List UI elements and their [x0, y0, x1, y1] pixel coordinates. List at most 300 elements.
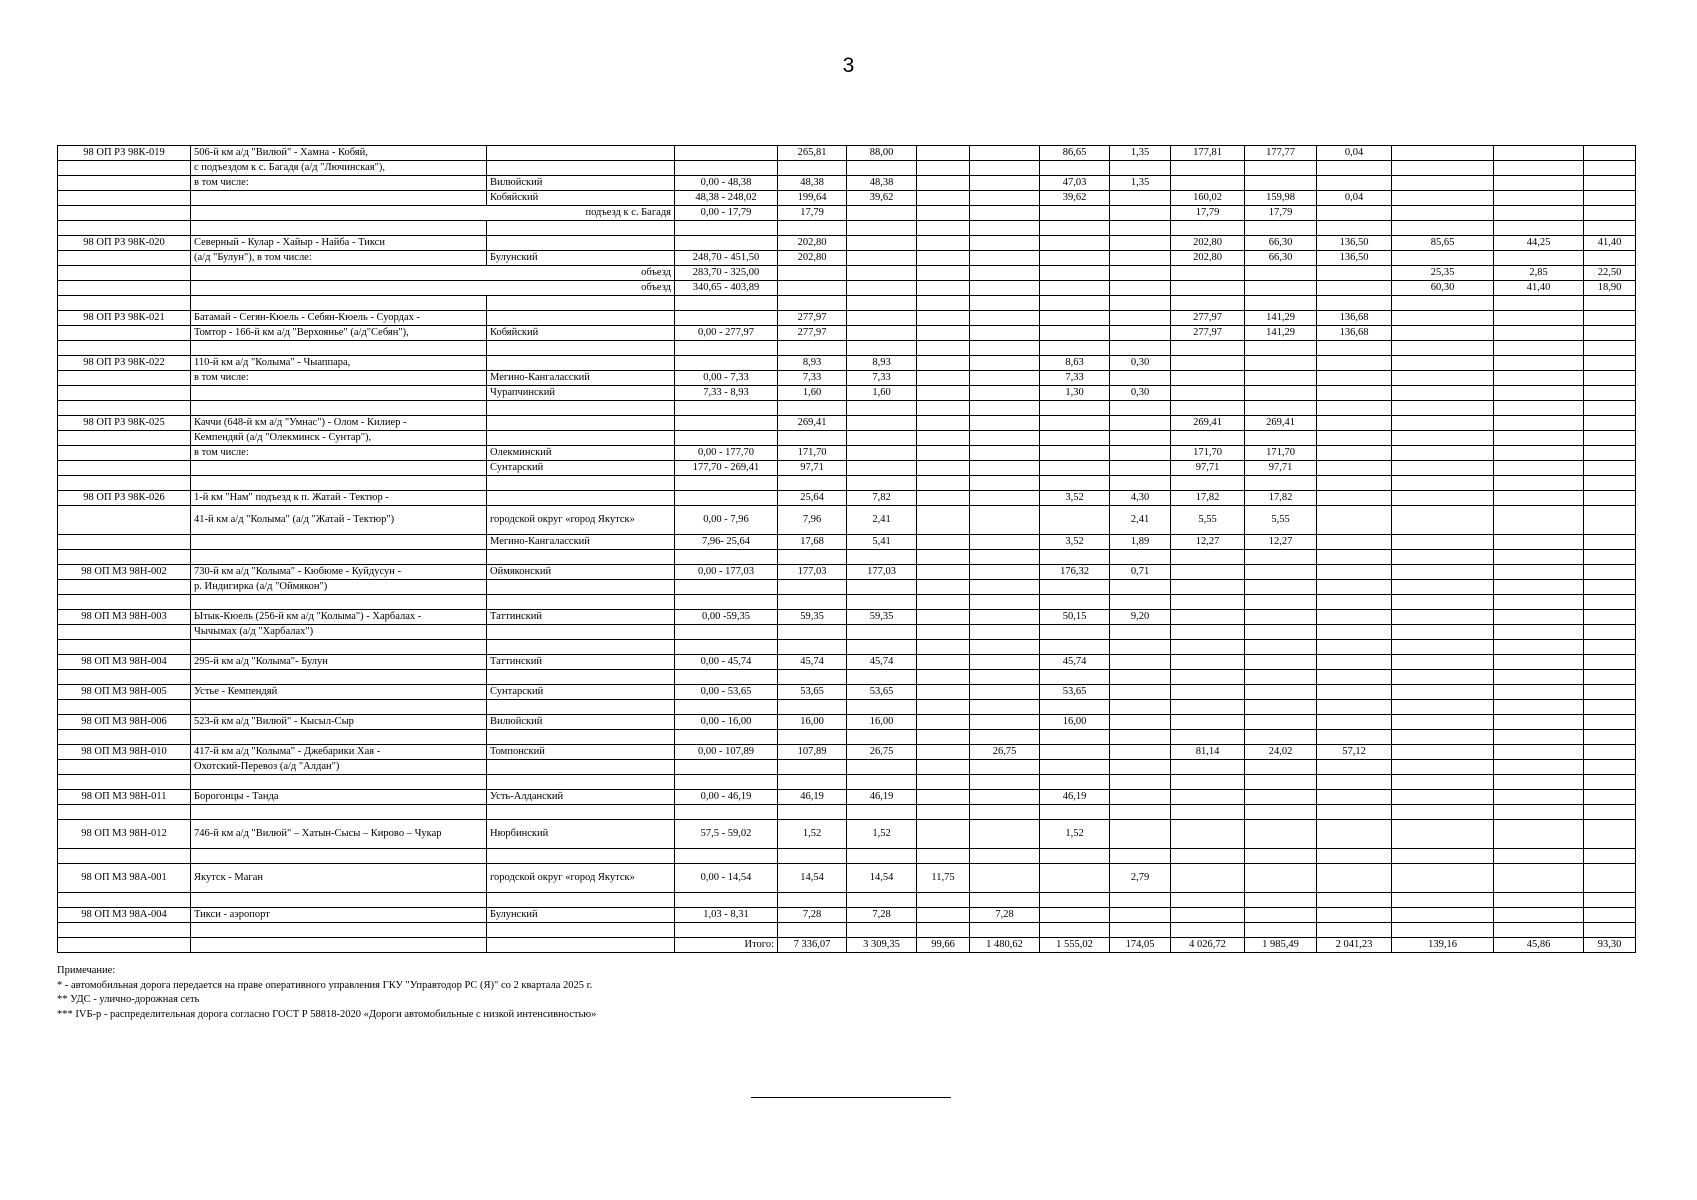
cell-col-10	[1171, 610, 1245, 625]
cell-col-5: 5,41	[847, 535, 917, 550]
cell-col-7	[970, 790, 1040, 805]
cell-col-14	[1494, 326, 1584, 341]
cell-col-13	[1392, 760, 1494, 775]
cell-road-name	[191, 730, 487, 745]
cell-col-5	[847, 595, 917, 610]
cell-road-id	[58, 476, 191, 491]
cell-col-5	[847, 730, 917, 745]
cell-km-range: 48,38 - 248,02	[675, 191, 778, 206]
cell-col-11: 159,98	[1245, 191, 1317, 206]
table-row	[58, 326, 1636, 341]
cell-col-12	[1317, 790, 1392, 805]
cell-col-14	[1494, 550, 1584, 565]
cell-total-length: 171,70	[778, 446, 847, 461]
cell-col-8: 45,74	[1040, 655, 1110, 670]
cell-col-7	[970, 864, 1040, 893]
cell-col-7	[970, 176, 1040, 191]
cell-col-10	[1171, 760, 1245, 775]
cell-km-range: 0,00 - 14,54	[675, 864, 778, 893]
cell-col-15	[1584, 446, 1636, 461]
cell-col-9: 0,30	[1110, 386, 1171, 401]
cell-col-11	[1245, 386, 1317, 401]
cell-col-5	[847, 251, 917, 266]
cell-road-id: 98 ОП МЗ 98А-001	[58, 864, 191, 893]
cell-district: Нюрбинский	[487, 820, 675, 849]
cell-col-9	[1110, 461, 1171, 476]
cell-col-7	[970, 461, 1040, 476]
cell-road-id: 98 ОП РЗ 98К-025	[58, 416, 191, 431]
table-row	[58, 820, 1636, 849]
cell-km-range	[675, 431, 778, 446]
cell-road-id	[58, 386, 191, 401]
cell-km-range	[675, 221, 778, 236]
cell-col-12	[1317, 610, 1392, 625]
cell-road-name: 41-й км а/д "Колыма" (а/д "Жатай - Тектюр")	[191, 506, 487, 535]
cell-col-6	[917, 341, 970, 356]
cell-col-13	[1392, 640, 1494, 655]
cell-col-5	[847, 221, 917, 236]
cell-road-id	[58, 506, 191, 535]
cell-road-name	[191, 401, 487, 416]
cell-col-6	[917, 296, 970, 311]
cell-col-14: 2,85	[1494, 266, 1584, 281]
cell-total-length: 7,33	[778, 371, 847, 386]
cell-col-8: 7,33	[1040, 371, 1110, 386]
cell-col-5: 14,54	[847, 864, 917, 893]
cell-road-name: 1-й км "Нам" подъезд к п. Жатай - Тектюр -	[191, 491, 487, 506]
cell-col-13	[1392, 745, 1494, 760]
cell-col-8	[1040, 446, 1110, 461]
cell-road-id	[58, 640, 191, 655]
cell-road-name: в том числе:	[191, 176, 487, 191]
cell-col-8: 39,62	[1040, 191, 1110, 206]
cell-col-5	[847, 401, 917, 416]
cell-col-11: 5,55	[1245, 506, 1317, 535]
cell-col-13	[1392, 715, 1494, 730]
cell-total-length	[778, 849, 847, 864]
cell-km-range	[675, 625, 778, 640]
cell-col-15	[1584, 893, 1636, 908]
cell-col-11	[1245, 610, 1317, 625]
cell-col-10	[1171, 401, 1245, 416]
table-row	[58, 191, 1636, 206]
cell-col-14	[1494, 595, 1584, 610]
cell-col-10	[1171, 625, 1245, 640]
table-row	[58, 923, 1636, 938]
cell-col-7	[970, 491, 1040, 506]
cell-col-13	[1392, 401, 1494, 416]
cell-col-5	[847, 326, 917, 341]
cell-col-11: 12,27	[1245, 535, 1317, 550]
cell-total-length: 107,89	[778, 745, 847, 760]
cell-km-range	[675, 311, 778, 326]
cell-col-8: 1,52	[1040, 820, 1110, 849]
cell-col-11	[1245, 580, 1317, 595]
table-row	[58, 730, 1636, 745]
cell-col-12	[1317, 535, 1392, 550]
cell-total-length: 177,03	[778, 565, 847, 580]
cell-col-13	[1392, 146, 1494, 161]
cell-col-15	[1584, 386, 1636, 401]
note-item: *** IVБ-р - распределительная дорога согласно ГОСТ Р 58818-2020 «Дороги автомобильные с низкой интенсивностью»	[57, 1008, 597, 1020]
cell-col-5	[847, 311, 917, 326]
cell-col-6	[917, 326, 970, 341]
cell-col-11: 141,29	[1245, 311, 1317, 326]
cell-col-8	[1040, 326, 1110, 341]
cell-col-6	[917, 805, 970, 820]
table-row	[58, 685, 1636, 700]
cell-col-9	[1110, 760, 1171, 775]
cell-col-15	[1584, 923, 1636, 938]
cell-col-11	[1245, 685, 1317, 700]
cell-col-12	[1317, 595, 1392, 610]
cell-district	[487, 923, 675, 938]
cell-col-13	[1392, 386, 1494, 401]
cell-col-9	[1110, 923, 1171, 938]
cell-total-length	[778, 775, 847, 790]
cell-col-13	[1392, 790, 1494, 805]
cell-col-10: 202,80	[1171, 251, 1245, 266]
cell-total-length: 8,93	[778, 356, 847, 371]
cell-col-9	[1110, 251, 1171, 266]
table-row	[58, 565, 1636, 580]
cell-col-12	[1317, 476, 1392, 491]
cell-col-13	[1392, 191, 1494, 206]
cell-district	[487, 730, 675, 745]
table-row	[58, 356, 1636, 371]
cell-col-10	[1171, 670, 1245, 685]
cell-col-7	[970, 206, 1040, 221]
cell-col-9	[1110, 580, 1171, 595]
cell-col-5: 8,93	[847, 356, 917, 371]
cell-col-10	[1171, 908, 1245, 923]
cell-km-range: 0,00 -59,35	[675, 610, 778, 625]
cell-road-id: 98 ОП МЗ 98Н-011	[58, 790, 191, 805]
cell-col-7	[970, 820, 1040, 849]
cell-district	[487, 805, 675, 820]
cell-col-15	[1584, 864, 1636, 893]
cell-col-8	[1040, 431, 1110, 446]
cell-col-7	[970, 700, 1040, 715]
cell-col-5: 177,03	[847, 565, 917, 580]
cell-road-name: 523-й км а/д "Вилюй" - Кысыл-Сыр	[191, 715, 487, 730]
cell-col-10	[1171, 820, 1245, 849]
cell-col-5	[847, 161, 917, 176]
cell-col-10: 160,02	[1171, 191, 1245, 206]
cell-road-name	[191, 341, 487, 356]
cell-col-14	[1494, 655, 1584, 670]
cell-col-7	[970, 446, 1040, 461]
cell-road-name: с подъездом к с. Багадя (а/д "Лючинская"),	[191, 161, 487, 176]
cell-col-12: 2 041,23	[1317, 938, 1392, 953]
cell-col-5	[847, 266, 917, 281]
cell-col-11: 66,30	[1245, 251, 1317, 266]
cell-road-id	[58, 893, 191, 908]
table-row	[58, 476, 1636, 491]
cell-col-7	[970, 281, 1040, 296]
cell-col-6	[917, 700, 970, 715]
cell-col-14	[1494, 206, 1584, 221]
table-row	[58, 221, 1636, 236]
cell-col-8	[1040, 760, 1110, 775]
cell-col-14	[1494, 625, 1584, 640]
cell-district	[487, 550, 675, 565]
cell-district	[487, 580, 675, 595]
cell-road-name	[191, 700, 487, 715]
cell-col-13	[1392, 326, 1494, 341]
cell-col-11	[1245, 176, 1317, 191]
cell-road-id	[58, 625, 191, 640]
cell-col-10: 177,81	[1171, 146, 1245, 161]
cell-km-range	[675, 550, 778, 565]
cell-col-15	[1584, 461, 1636, 476]
cell-col-8: 47,03	[1040, 176, 1110, 191]
cell-road-id	[58, 580, 191, 595]
cell-road-id: 98 ОП МЗ 98А-004	[58, 908, 191, 923]
table-row	[58, 461, 1636, 476]
cell-col-9	[1110, 161, 1171, 176]
cell-col-12	[1317, 416, 1392, 431]
cell-col-6	[917, 266, 970, 281]
cell-col-11	[1245, 923, 1317, 938]
cell-col-14	[1494, 805, 1584, 820]
cell-col-14	[1494, 849, 1584, 864]
cell-col-14	[1494, 476, 1584, 491]
cell-km-range	[675, 670, 778, 685]
cell-col-15	[1584, 760, 1636, 775]
cell-col-9: 0,71	[1110, 565, 1171, 580]
cell-col-13	[1392, 595, 1494, 610]
cell-road-id	[58, 161, 191, 176]
cell-col-15	[1584, 908, 1636, 923]
cell-road-id: 98 ОП РЗ 98К-019	[58, 146, 191, 161]
cell-col-10: 202,80	[1171, 236, 1245, 251]
cell-col-10	[1171, 640, 1245, 655]
cell-col-14	[1494, 491, 1584, 506]
cell-district: Таттинский	[487, 610, 675, 625]
cell-col-8: 50,15	[1040, 610, 1110, 625]
cell-col-9	[1110, 790, 1171, 805]
cell-col-6	[917, 356, 970, 371]
cell-col-14	[1494, 356, 1584, 371]
cell-col-9: 2,79	[1110, 864, 1171, 893]
cell-road-id	[58, 775, 191, 790]
cell-col-5	[847, 849, 917, 864]
cell-col-11	[1245, 805, 1317, 820]
cell-col-15	[1584, 371, 1636, 386]
cell-col-6	[917, 655, 970, 670]
cell-col-7	[970, 535, 1040, 550]
cell-col-9	[1110, 236, 1171, 251]
table-row	[58, 146, 1636, 161]
cell-col-5	[847, 206, 917, 221]
cell-road-name: 295-й км а/д "Колыма"- Булун	[191, 655, 487, 670]
cell-road-id	[58, 191, 191, 206]
cell-col-14	[1494, 191, 1584, 206]
cell-col-12	[1317, 908, 1392, 923]
cell-col-12	[1317, 640, 1392, 655]
cell-col-11	[1245, 760, 1317, 775]
cell-col-14	[1494, 790, 1584, 805]
cell-road-id	[58, 938, 191, 953]
cell-col-14	[1494, 341, 1584, 356]
table-row	[58, 266, 1636, 281]
cell-total-length	[778, 281, 847, 296]
cell-col-10: 5,55	[1171, 506, 1245, 535]
cell-total-length: 25,64	[778, 491, 847, 506]
cell-col-10	[1171, 715, 1245, 730]
cell-col-9: 1,35	[1110, 176, 1171, 191]
cell-col-12: 136,68	[1317, 311, 1392, 326]
cell-col-5: 7,28	[847, 908, 917, 923]
cell-col-13	[1392, 908, 1494, 923]
cell-col-12	[1317, 625, 1392, 640]
cell-col-7	[970, 550, 1040, 565]
cell-col-8	[1040, 341, 1110, 356]
cell-road-id	[58, 461, 191, 476]
cell-col-11	[1245, 908, 1317, 923]
cell-col-7	[970, 476, 1040, 491]
cell-col-14	[1494, 640, 1584, 655]
cell-col-7	[970, 266, 1040, 281]
cell-col-5: 1,60	[847, 386, 917, 401]
cell-col-10	[1171, 371, 1245, 386]
cell-col-11: 141,29	[1245, 326, 1317, 341]
cell-col-9	[1110, 281, 1171, 296]
cell-km-range: 0,00 - 7,33	[675, 371, 778, 386]
cell-total-length: 269,41	[778, 416, 847, 431]
cell-col-7	[970, 191, 1040, 206]
cell-road-name: Ытык-Кюель (256-й км а/д "Колыма") - Харбалах -	[191, 610, 487, 625]
cell-col-12	[1317, 266, 1392, 281]
cell-km-range: 248,70 - 451,50	[675, 251, 778, 266]
cell-col-13	[1392, 371, 1494, 386]
table-row	[58, 386, 1636, 401]
cell-km-range: 7,96- 25,64	[675, 535, 778, 550]
cell-col-15	[1584, 745, 1636, 760]
cell-km-range: 0,00 - 46,19	[675, 790, 778, 805]
table-row	[58, 790, 1636, 805]
table-row	[58, 446, 1636, 461]
table-row	[58, 341, 1636, 356]
cell-col-10	[1171, 565, 1245, 580]
cell-col-6	[917, 625, 970, 640]
cell-col-7	[970, 506, 1040, 535]
table-row	[58, 715, 1636, 730]
cell-col-8	[1040, 670, 1110, 685]
cell-col-5	[847, 640, 917, 655]
cell-col-8	[1040, 775, 1110, 790]
cell-road-name: 746-й км а/д "Вилюй" – Хатын-Сысы – Кирово – Чукар	[191, 820, 487, 849]
cell-col-15: 18,90	[1584, 281, 1636, 296]
cell-road-id	[58, 176, 191, 191]
cell-col-11	[1245, 266, 1317, 281]
cell-district	[487, 221, 675, 236]
cell-col-6	[917, 923, 970, 938]
cell-col-5: 3 309,35	[847, 938, 917, 953]
cell-col-10	[1171, 923, 1245, 938]
cell-col-14	[1494, 864, 1584, 893]
cell-district: Оймяконский	[487, 565, 675, 580]
cell-col-11	[1245, 700, 1317, 715]
cell-col-13	[1392, 206, 1494, 221]
cell-col-10	[1171, 266, 1245, 281]
cell-col-15	[1584, 775, 1636, 790]
cell-col-13	[1392, 221, 1494, 236]
cell-col-8	[1040, 640, 1110, 655]
cell-col-13	[1392, 864, 1494, 893]
cell-col-14: 44,25	[1494, 236, 1584, 251]
cell-col-11: 66,30	[1245, 236, 1317, 251]
cell-col-15	[1584, 311, 1636, 326]
cell-col-12	[1317, 864, 1392, 893]
cell-col-14: 41,40	[1494, 281, 1584, 296]
cell-col-6	[917, 610, 970, 625]
cell-road-name	[191, 386, 487, 401]
cell-col-8	[1040, 221, 1110, 236]
cell-col-6	[917, 386, 970, 401]
cell-col-8	[1040, 864, 1110, 893]
cell-col-8	[1040, 476, 1110, 491]
cell-road-id: 98 ОП РЗ 98К-022	[58, 356, 191, 371]
table-row	[58, 700, 1636, 715]
cell-col-12	[1317, 715, 1392, 730]
cell-total-length: 14,54	[778, 864, 847, 893]
cell-col-12	[1317, 849, 1392, 864]
cell-km-range	[675, 775, 778, 790]
cell-km-range: 0,00 - 177,03	[675, 565, 778, 580]
cell-total-length: 202,80	[778, 236, 847, 251]
cell-road-name	[191, 640, 487, 655]
cell-col-9	[1110, 775, 1171, 790]
cell-col-9	[1110, 893, 1171, 908]
cell-col-15	[1584, 356, 1636, 371]
table-row	[58, 506, 1636, 535]
cell-col-5	[847, 341, 917, 356]
cell-total-length	[778, 670, 847, 685]
cell-km-range	[675, 476, 778, 491]
cell-col-8	[1040, 506, 1110, 535]
footer-divider	[751, 1097, 951, 1098]
cell-road-id	[58, 341, 191, 356]
table-row	[58, 401, 1636, 416]
table-row	[58, 416, 1636, 431]
cell-col-12	[1317, 431, 1392, 446]
cell-col-6	[917, 745, 970, 760]
cell-col-6	[917, 893, 970, 908]
cell-total-length	[778, 805, 847, 820]
cell-col-7	[970, 893, 1040, 908]
cell-col-7	[970, 161, 1040, 176]
cell-km-range	[675, 640, 778, 655]
cell-col-7	[970, 326, 1040, 341]
cell-col-13	[1392, 730, 1494, 745]
cell-road-id	[58, 326, 191, 341]
cell-col-11: 177,77	[1245, 146, 1317, 161]
cell-total-length: 202,80	[778, 251, 847, 266]
cell-col-12	[1317, 386, 1392, 401]
cell-col-5	[847, 476, 917, 491]
cell-col-15	[1584, 565, 1636, 580]
roads-table	[57, 145, 1636, 953]
cell-road-name	[191, 923, 487, 938]
cell-col-7	[970, 146, 1040, 161]
cell-col-9	[1110, 730, 1171, 745]
cell-col-10: 4 026,72	[1171, 938, 1245, 953]
cell-col-7	[970, 715, 1040, 730]
cell-total-length	[778, 580, 847, 595]
cell-col-11	[1245, 670, 1317, 685]
